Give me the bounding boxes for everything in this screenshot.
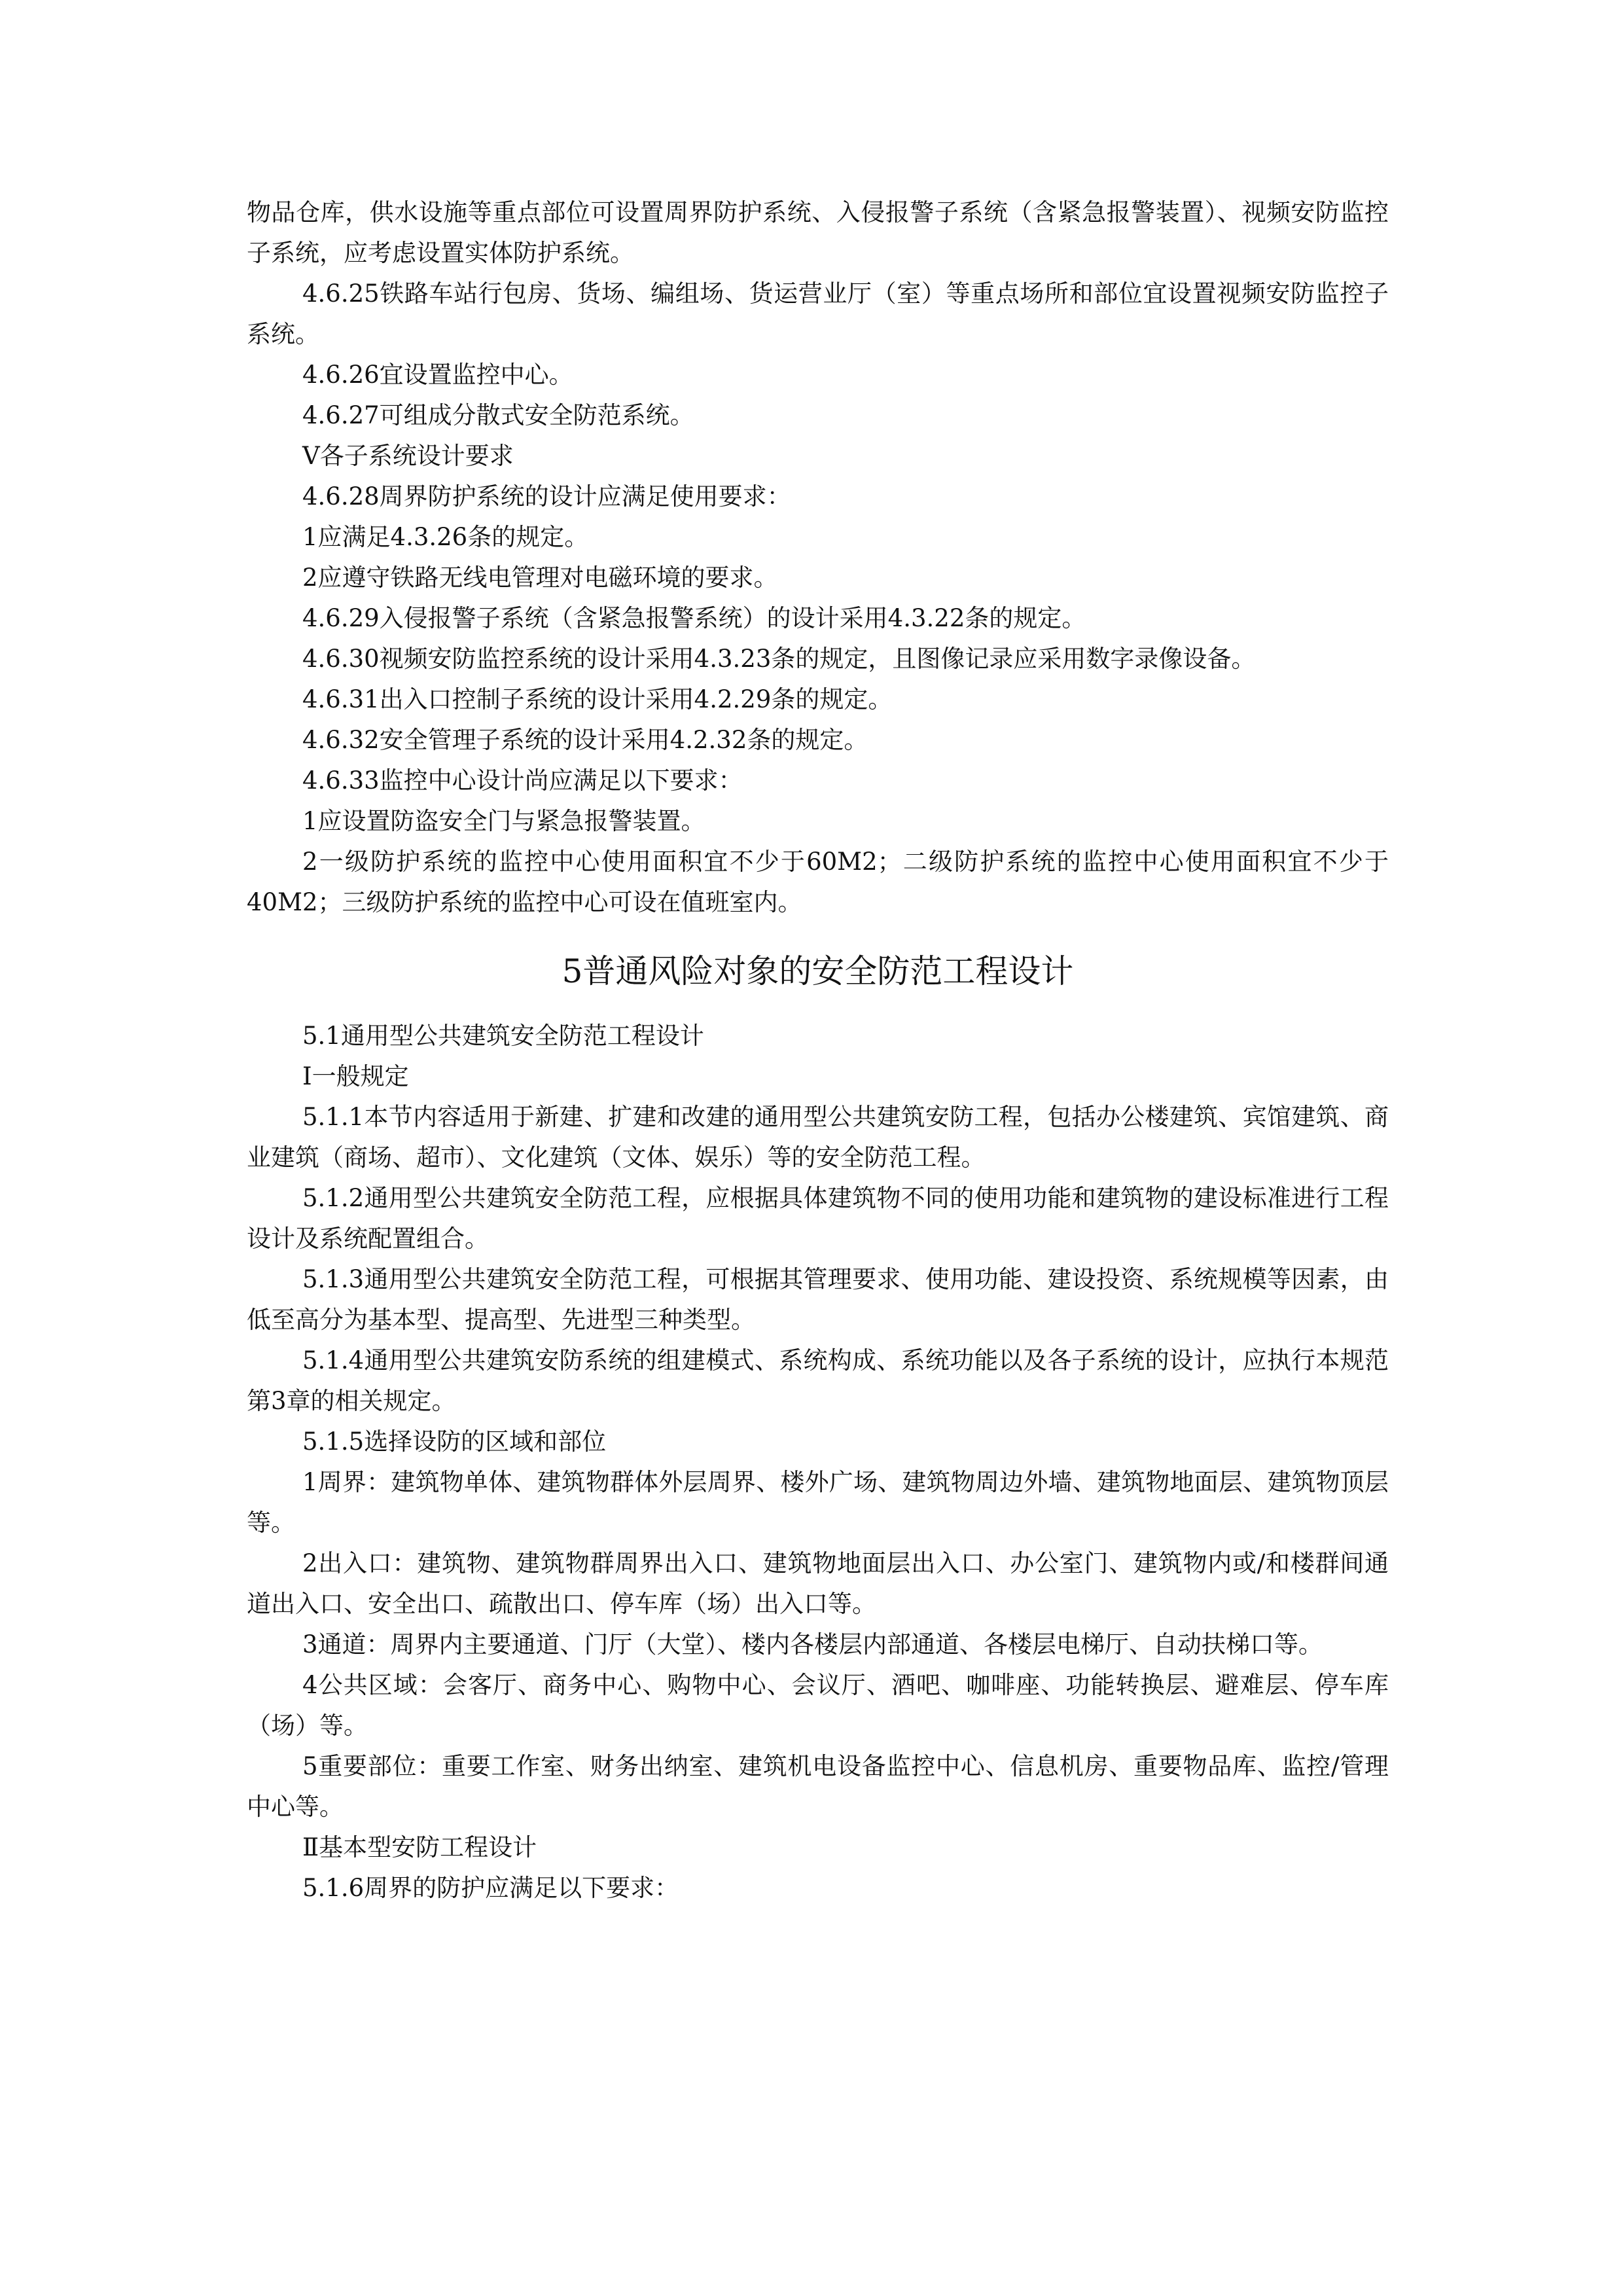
paragraph: 5.1.1本节内容适用于新建、扩建和改建的通用型公共建筑安防工程，包括办公楼建筑、宾馆建筑、商业建筑（商场、超市）、文化建筑（文体、娱乐）等的安全防范工程。: [247, 1103, 1389, 1172]
paragraph: 5.1.5选择设防的区域和部位: [302, 1427, 607, 1456]
paragraph: 2一级防护系统的监控中心使用面积宜不少于60M2；二级防护系统的监控中心使用面积宜不少于40M2；三级防护系统的监控中心可设在值班室内。: [247, 848, 1389, 916]
paragraph: 5.1.6周界的防护应满足以下要求：: [302, 1874, 679, 1902]
paragraph: 4.6.27可组成分散式安全防范系统。: [302, 401, 694, 429]
paragraph: 4.6.29入侵报警子系统（含紧急报警系统）的设计采用4.3.22条的规定。: [302, 604, 1086, 632]
paragraph: 5.1.4通用型公共建筑安防系统的组建模式、系统构成、系统功能以及各子系统的设计，应执行本规范第3章的相关规定。: [247, 1346, 1389, 1415]
paragraph: 4公共区域：会客厅、商务中心、购物中心、会议厅、酒吧、咖啡座、功能转换层、避难层、停车库（场）等。: [247, 1671, 1389, 1740]
paragraph: Ⅴ各子系统设计要求: [302, 442, 514, 470]
paragraph: 2出入口：建筑物、建筑物群周界出入口、建筑物地面层出入口、办公室门、建筑物内或/和楼群间通道出入口、安全出口、疏散出口、停车库（场）出入口等。: [247, 1549, 1389, 1618]
paragraph: 4.6.28周界防护系统的设计应满足使用要求：: [302, 482, 791, 511]
paragraph: 5.1.3通用型公共建筑安全防范工程，可根据其管理要求、使用功能、建设投资、系统规模等因素，由低至高分为基本型、提高型、先进型三种类型。: [247, 1265, 1389, 1334]
paragraph: 1应设置防盗安全门与紧急报警装置。: [302, 807, 705, 835]
paragraph: 物品仓库，供水设施等重点部位可设置周界防护系统、入侵报警子系统（含紧急报警装置）、视频安防监控子系统，应考虑设置实体防护系统。: [247, 198, 1389, 267]
document-body: [247, 192, 1389, 1909]
section-4-6-continued: [247, 192, 1389, 923]
paragraph: 4.6.26宜设置监控中心。: [302, 361, 573, 389]
paragraph: 1周界：建筑物单体、建筑物群体外层周界、楼外广场、建筑物周边外墙、建筑物地面层、建筑物顶层等。: [247, 1468, 1389, 1537]
paragraph: 4.6.31出入口控制子系统的设计采用4.2.29条的规定。: [302, 685, 893, 713]
chapter-heading: 5普通风险对象的安全防范工程设计: [562, 952, 1074, 990]
paragraph: Ⅰ一般规定: [302, 1062, 409, 1090]
paragraph: 2应遵守铁路无线电管理对电磁环境的要求。: [302, 564, 778, 592]
paragraph: 5.1.2通用型公共建筑安全防范工程，应根据具体建筑物不同的使用功能和建筑物的建设标准进行工程设计及系统配置组合。: [247, 1184, 1389, 1253]
paragraph: Ⅱ基本型安防工程设计: [302, 1833, 537, 1861]
paragraph: 4.6.30视频安防监控系统的设计采用4.3.23条的规定，且图像记录应采用数字录像设备。: [302, 645, 1256, 673]
paragraph: 3通道：周界内主要通道、门厅（大堂）、楼内各楼层内部通道、各楼层电梯厅、自动扶梯口等。: [302, 1630, 1323, 1659]
paragraph: 5重要部位：重要工作室、财务出纳室、建筑机电设备监控中心、信息机房、重要物品库、监控/管理中心等。: [247, 1752, 1389, 1821]
section-5-1: [247, 1016, 1389, 1909]
paragraph: 4.6.25铁路车站行包房、货场、编组场、货运营业厅（室）等重点场所和部位宜设置视频安防监控子系统。: [247, 279, 1389, 348]
paragraph: 4.6.32安全管理子系统的设计采用4.2.32条的规定。: [302, 726, 868, 754]
paragraph: 4.6.33监控中心设计尚应满足以下要求：: [302, 766, 743, 795]
paragraph: 5.1通用型公共建筑安全防范工程设计: [302, 1022, 704, 1050]
paragraph: 1应满足4.3.26条的规定。: [302, 523, 589, 551]
